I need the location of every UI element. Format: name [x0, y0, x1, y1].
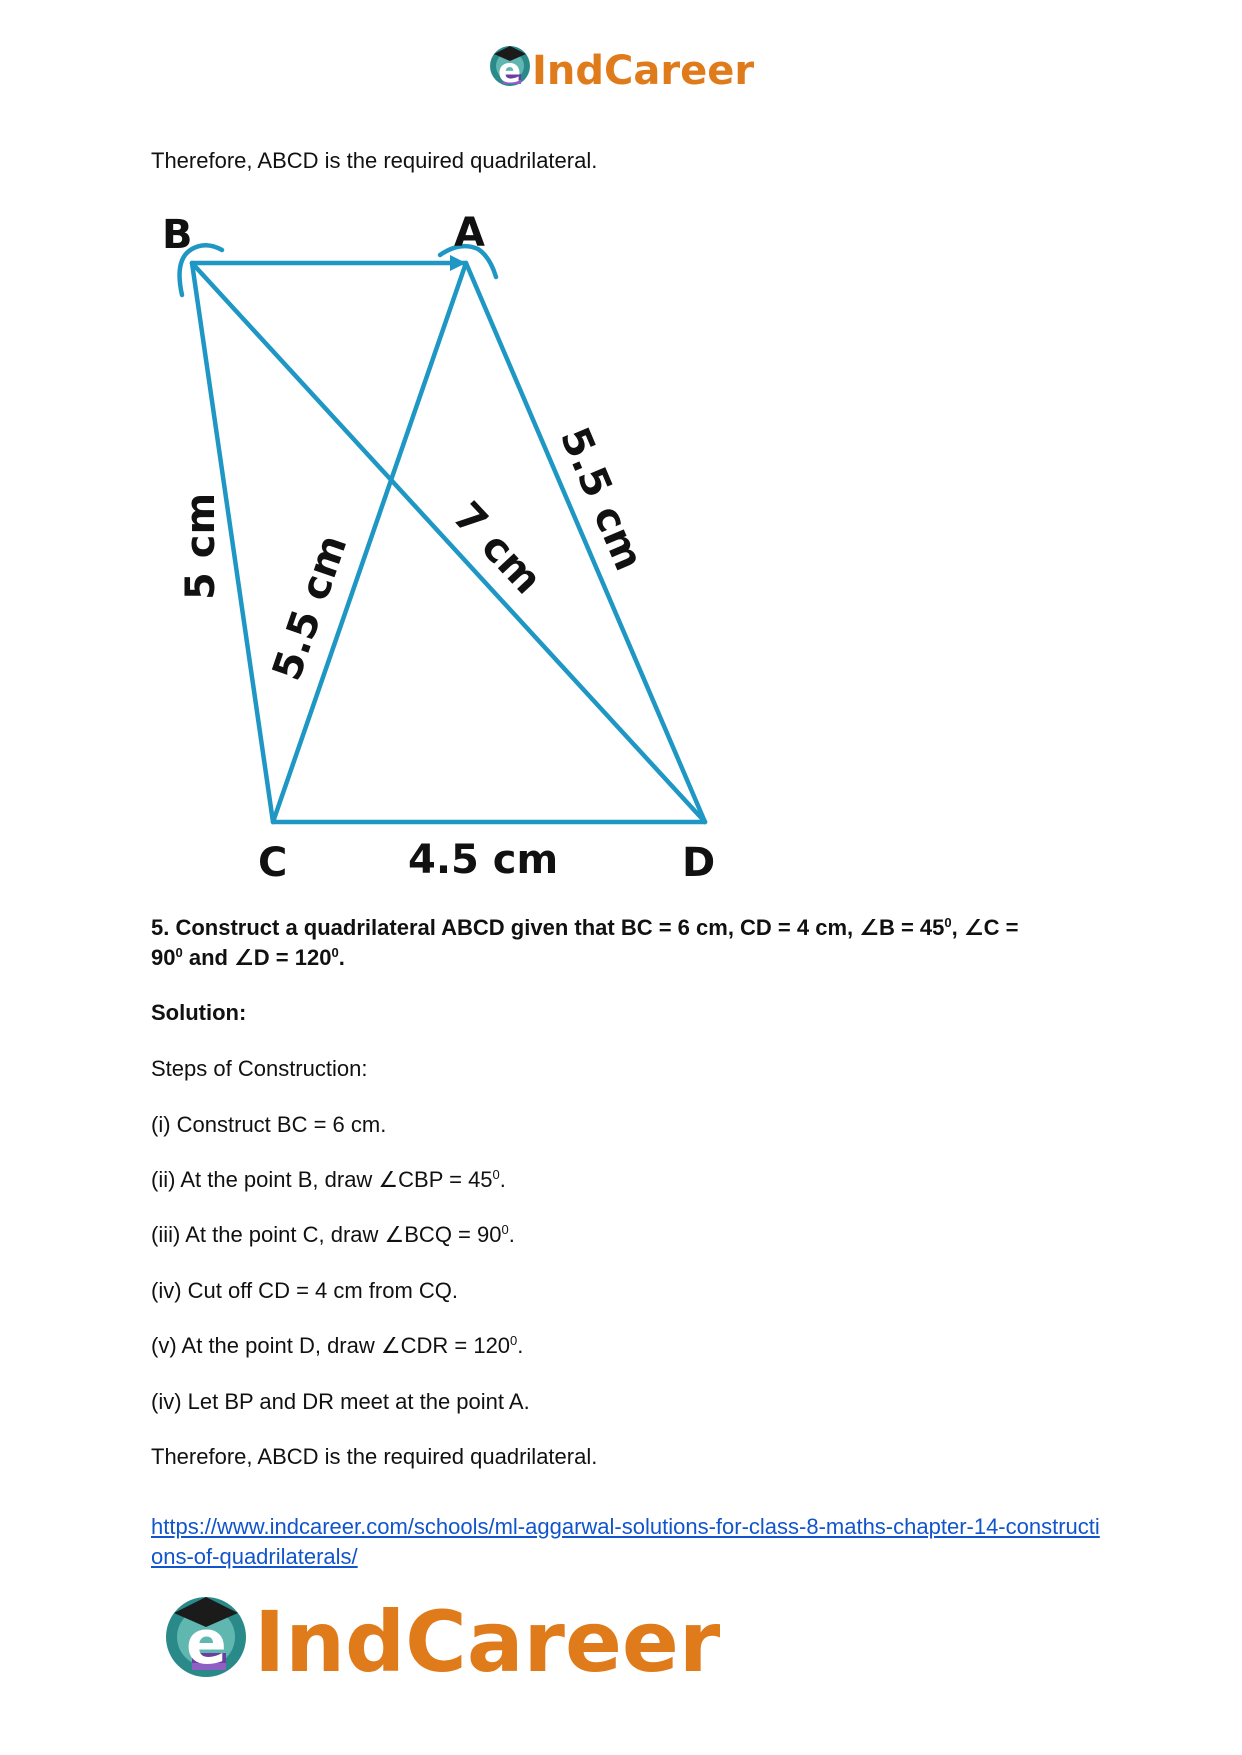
step-6: (iv) Let BP and DR meet at the point A.: [151, 1389, 530, 1414]
label-bd: 7 cm: [443, 493, 551, 604]
intro-conclusion: Therefore, ABCD is the required quadrilateral.: [151, 148, 598, 173]
indcareer-logo-bottom: [160, 1585, 720, 1685]
logo-text: IndCareer: [254, 1593, 720, 1685]
label-c: C: [258, 840, 288, 885]
indcareer-logo-top: [488, 38, 768, 98]
step-1: (i) Construct BC = 6 cm.: [151, 1112, 387, 1137]
step-2: (ii) At the point B, draw ∠CBP = $45^0$.: [151, 1167, 506, 1192]
steps-heading: Steps of Construction:: [151, 1056, 368, 1081]
logo-e-letter: e: [186, 1608, 227, 1678]
label-d: D: [682, 840, 716, 885]
label-ad: 5.5 cm: [550, 420, 652, 578]
question-line-2: $90^0$ and ∠D = $120^0$.: [151, 945, 345, 970]
label-bc: 5 cm: [178, 492, 224, 600]
solution-heading: Solution:: [151, 1000, 247, 1025]
step-5: (v) At the point D, draw ∠CDR = $120^0$.: [151, 1333, 524, 1358]
conclusion: Therefore, ABCD is the required quadrilateral.: [151, 1444, 598, 1469]
source-link[interactable]: https://www.indcareer.com/schools/ml-aggarwal-solutions-for-class-8-maths-chapter-14-constructions-of-quadrilaterals/: [151, 1514, 1100, 1569]
label-cd: 4.5 cm: [408, 837, 559, 883]
label-a: A: [454, 210, 485, 256]
label-ca: 5.5 cm: [263, 529, 357, 687]
label-b: B: [162, 212, 193, 258]
question-line-1: 5. Construct a quadrilateral ABCD given that BC = 6 cm, CD = 4 cm, ∠B = $45^0$, ∠C =: [151, 915, 1019, 940]
edge-ca: [273, 263, 466, 822]
step-4: (iv) Cut off CD = 4 cm from CQ.: [151, 1278, 459, 1303]
logo-text: IndCareer: [532, 48, 755, 94]
logo-e-letter: e: [498, 51, 522, 91]
quadrilateral-figure: [150, 205, 750, 885]
step-3: (iii) At the point C, draw ∠BCQ = $90^0$.: [151, 1222, 515, 1247]
